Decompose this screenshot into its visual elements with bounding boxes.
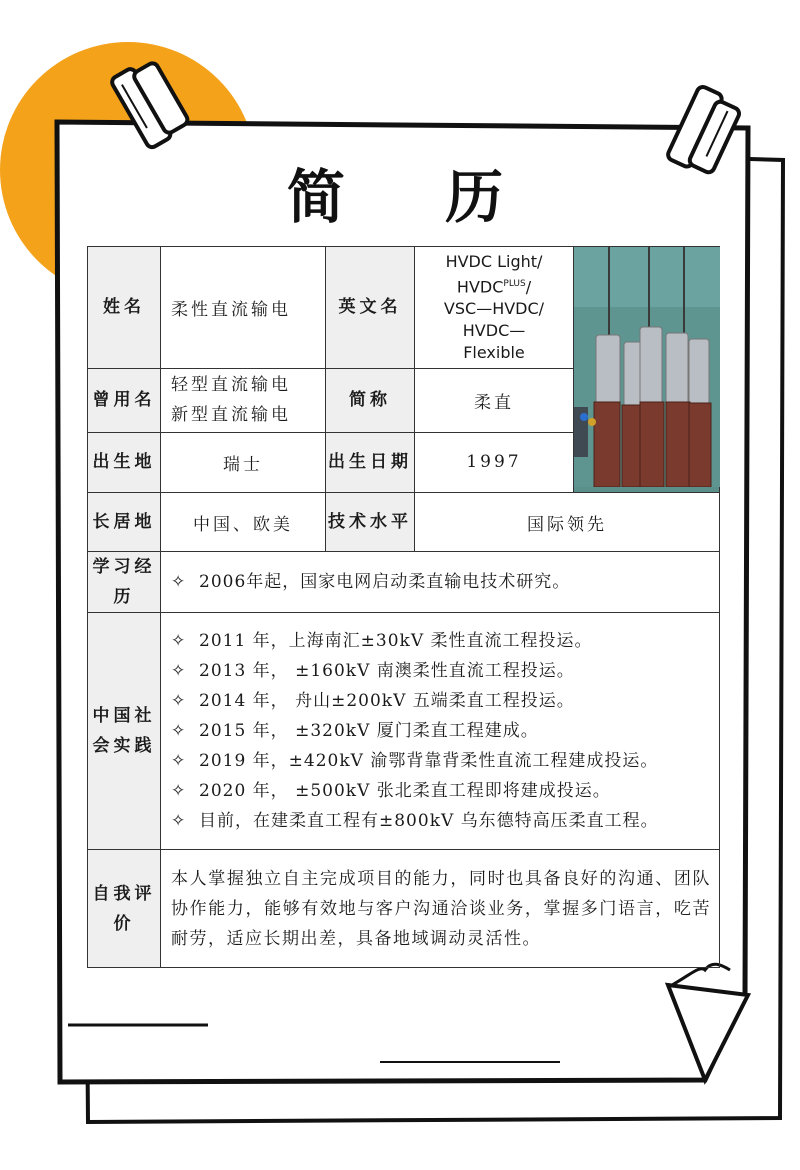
table-row	[88, 552, 720, 613]
english-name-line: Flexible	[463, 343, 525, 363]
sparkle-bullet-icon: ✧	[171, 661, 187, 681]
former-name-item: 轻型直流输电	[171, 375, 291, 396]
practice-value	[161, 613, 720, 850]
list-item	[171, 686, 711, 716]
self-evaluation-value	[161, 850, 720, 968]
resume-table	[87, 246, 720, 968]
birthdate-value: 1997	[415, 432, 574, 492]
list-item	[171, 746, 711, 776]
list-item	[171, 806, 711, 836]
english-name-hvdc: HVDC	[456, 277, 504, 297]
tech-level-value: 国际领先	[415, 493, 720, 552]
practice-item-text: 2020 年， ±500kV 张北柔直工程即将建成投运。	[199, 781, 611, 801]
page-title: 简 历	[286, 163, 544, 231]
residence-label: 长居地	[88, 493, 161, 552]
former-name-value	[161, 368, 326, 432]
residence-value: 中国、欧美	[161, 493, 326, 552]
practice-item-text: 2013 年， ±160kV 南澳柔性直流工程投运。	[199, 661, 575, 681]
english-name-line: VSC—HVDC/	[443, 299, 545, 319]
english-name-label: 英文名	[326, 247, 415, 369]
former-name-item: 新型直流输电	[171, 405, 291, 426]
name-value: 柔性直流输电	[161, 247, 326, 369]
practice-item-text: 2019 年，±420kV 渝鄂背靠背柔性直流工程建成投运。	[199, 751, 659, 771]
sparkle-bullet-icon: ✧	[171, 572, 187, 592]
name-label: 姓名	[88, 247, 161, 369]
birthdate-label: 出生日期	[326, 432, 415, 492]
english-name-line	[415, 273, 573, 298]
sparkle-bullet-icon: ✧	[171, 721, 187, 741]
list-item	[171, 716, 711, 746]
practice-item-text: 目前，在建柔直工程有±800kV 乌东德特高压柔直工程。	[199, 811, 659, 831]
tech-level-label: 技术水平	[326, 493, 415, 552]
self-evaluation-label: 自我评价	[88, 850, 161, 968]
self-evaluation-text: 本人掌握独立自主完成项目的能力，同时也具备良好的沟通、团队协作能力，能够有效地与客户沟通洽谈业务，掌握多门语言，吃苦耐劳，适应长期出差，具备地域调动灵活性。	[171, 868, 711, 949]
practice-item-text: 2015 年， ±320kV 厦门柔直工程建成。	[199, 721, 539, 741]
converter-valve-image	[574, 247, 720, 487]
study-item-text: 2006年起，国家电网启动柔直输电技术研究。	[199, 572, 571, 592]
practice-item-text: 2014 年， 舟山±200kV 五端柔直工程投运。	[199, 691, 575, 711]
english-name-line: HVDC Light/	[445, 251, 543, 271]
study-label: 学习经历	[88, 552, 161, 613]
practice-list	[161, 622, 719, 840]
practice-label: 中国社会实践	[88, 613, 161, 850]
english-name-plus: PLUS	[503, 278, 526, 289]
sparkle-bullet-icon: ✧	[171, 751, 187, 771]
table-row	[88, 850, 720, 968]
english-name-value	[415, 247, 574, 369]
study-list	[161, 563, 719, 601]
converter-photo	[574, 247, 720, 493]
former-name-label: 曾用名	[88, 368, 161, 432]
table-row	[88, 613, 720, 850]
abbr-value: 柔直	[415, 368, 574, 432]
english-name-line: HVDC—	[462, 321, 526, 341]
english-name-slash: /	[525, 277, 532, 297]
practice-item-text: 2011 年，上海南汇±30kV 柔性直流工程投运。	[199, 631, 593, 651]
abbr-label: 简称	[326, 368, 415, 432]
birthplace-label: 出生地	[88, 432, 161, 492]
list-item	[171, 776, 711, 806]
list-item	[171, 656, 711, 686]
sparkle-bullet-icon: ✧	[171, 811, 187, 831]
birthplace-value: 瑞士	[161, 432, 326, 492]
sparkle-bullet-icon: ✧	[171, 691, 187, 711]
study-value	[161, 552, 720, 613]
table-row	[88, 247, 720, 369]
sparkle-bullet-icon: ✧	[171, 781, 187, 801]
sparkle-bullet-icon: ✧	[171, 631, 187, 651]
list-item	[171, 626, 711, 656]
list-item	[171, 567, 711, 597]
table-row	[88, 493, 720, 552]
